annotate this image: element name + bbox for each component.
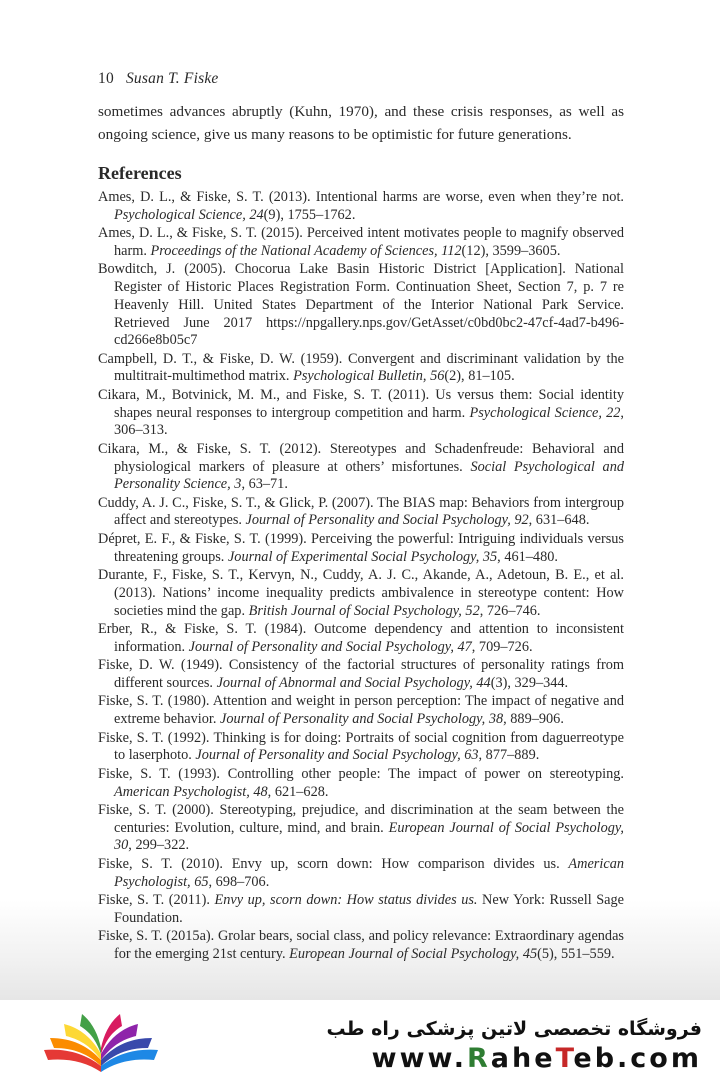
reference-entry: Fiske, S. T. (1993). Controlling other people: The impact of power on stereotyping. American Psychologist, 48, 621–628. <box>98 765 624 800</box>
book-logo-icon <box>36 1008 166 1078</box>
reference-entry: Erber, R., & Fiske, S. T. (1984). Outcome dependency and attention to inconsistent information. Journal of Personality and Social Psychology, 47, 709–726. <box>98 621 624 655</box>
references-list <box>98 189 624 965</box>
reference-entry: Fiske, S. T. (1992). Thinking is for doing: Portraits of social cognition from daguerreotype to laserphoto. Journal of Personality and Social Psychology, 63, 877–889. <box>98 729 624 764</box>
reference-entry: Durante, F., Fiske, S. T., Kervyn, N., Cuddy, A. J. C., Akande, A., Adetoun, B. E., et al. (2013). Nations’ income inequality predicts ambivalence in stereotype content: How societies mind the gap. British Journal of Social Psychology, 52, 726–746. <box>98 567 624 619</box>
store-url: www.RaheTeb.com <box>371 1043 702 1074</box>
reference-entry: Fiske, S. T. (2015a). Grolar bears, social class, and policy relevance: Extraordinary agendas for the emerging 21st century. European Journal of Social Psychology, 45(5), 551–559. <box>98 928 624 963</box>
reference-entry: Fiske, S. T. (1980). Attention and weight in person perception: The impact of negative and extreme behavior. Journal of Personality and Social Psychology, 38, 889–906. <box>98 693 624 728</box>
reference-entry: Fiske, S. T. (2010). Envy up, scorn down: How comparison divides us. American Psychologist, 65, 698–706. <box>98 855 624 890</box>
reference-entry: Fiske, D. W. (1949). Consistency of the factorial structures of personality ratings from different sources. Journal of Abnormal and Social Psychology, 44(3), 329–344. <box>98 657 624 691</box>
running-author: Susan T. Fiske <box>125 70 219 87</box>
watermark-footer <box>0 1000 720 1080</box>
reference-entry: Campbell, D. T., & Fiske, D. W. (1959). Convergent and discriminant validation by the multitrait-multimethod matrix. Psychological Bulletin, 56(2), 81–105. <box>98 350 624 385</box>
store-name: فروشگاه تخصصی لاتین پزشکی راه طب <box>326 1018 702 1040</box>
reference-entry: Bowditch, J. (2005). Chocorua Lake Basin Historic District [Application]. National Register of Historic Places Registration Form. Continuation Sheet, Section 7, p. 7 re Heavenly Hill. United States Department of the Interior National Park Service. Retrieved June 2017 https://npgallery.nps.gov/GetAsset/c0bd0bc2-47cf-4ad7-b496-cd266e8b05c7 <box>98 261 624 349</box>
reference-entry: Cikara, M., & Fiske, S. T. (2012). Stereotypes and Schadenfreude: Behavioral and physiological markers of pleasure at others’ misfortunes. Social Psychological and Personality Science, 3, 63–71. <box>98 440 624 493</box>
reference-entry: Ames, D. L., & Fiske, S. T. (2013). Intentional harms are worse, even when they’re not. Psychological Science, 24(9), 1755–1762. <box>98 189 624 223</box>
intro-paragraph: sometimes advances abruptly (Kuhn, 1970), and these crisis responses, as well as ongoing science, give us many reasons to be optimistic for future generations. <box>98 103 624 143</box>
reference-entry: Cikara, M., Botvinick, M. M., and Fiske, S. T. (2011). Us versus them: Social identity shapes neural responses to intergroup competition and harm. Psychological Science, 22, 306–313. <box>98 386 624 439</box>
reference-entry: Ames, D. L., & Fiske, S. T. (2015). Perceived intent motivates people to magnify observed harm. Proceedings of the National Academy of Sciences, 112(12), 3599–3605. <box>98 225 624 259</box>
reference-entry: Dépret, E. F., & Fiske, S. T. (1999). Perceiving the powerful: Intriguing individuals versus threatening groups. Journal of Experimental Social Psychology, 35, 461–480. <box>98 530 624 565</box>
reference-entry: Cuddy, A. J. C., Fiske, S. T., & Glick, P. (2007). The BIAS map: Behaviors from intergroup affect and stereotypes. Journal of Personality and Social Psychology, 92, 631–648. <box>98 494 624 529</box>
reference-entry: Fiske, S. T. (2011). Envy up, scorn down: How status divides us. New York: Russell Sage Foundation. <box>98 892 625 926</box>
references-heading: References <box>98 163 182 183</box>
reference-entry: Fiske, S. T. (2000). Stereotyping, prejudice, and discrimination at the seam between the centuries: Evolution, culture, mind, and brain. European Journal of Social Psychology, 30, 299–322. <box>98 802 624 854</box>
running-header <box>98 70 218 88</box>
page-number: 10 <box>98 70 114 87</box>
